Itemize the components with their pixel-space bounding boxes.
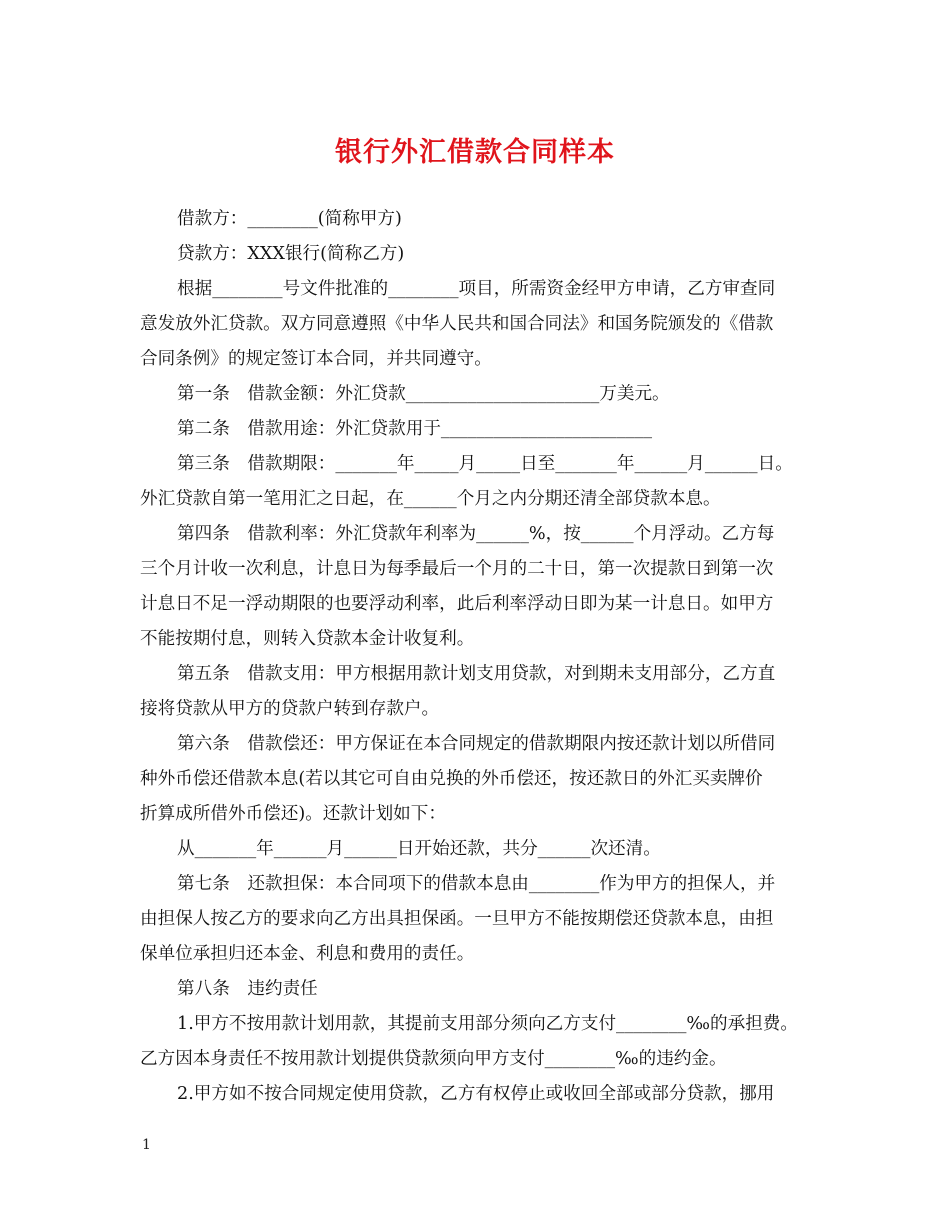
article-4-line: 三个月计收一次利息，计息日为每季最后一个月的二十日，第一次提款日到第一次: [140, 559, 774, 579]
article-6-line: 种外币偿还借款本息(若以其它可自由兑换的外币偿还，按还款日的外汇买卖牌价: [140, 769, 763, 789]
lender-line: 贷款方：XXX银行(简称乙方): [177, 244, 405, 264]
article-6-line: 第六条 借款偿还：甲方保证在本合同规定的借款期限内按还款计划以所借同: [177, 734, 776, 754]
article-4-line: 不能按期付息，则转入贷款本金计收复利。: [140, 629, 475, 649]
article-5-line: 第五条 借款支用：甲方根据用款计划支用贷款，对到期未支用部分，乙方直: [177, 664, 776, 684]
article-3-line: 第三条 借款期限：_______年_____月_____日至_______年______月______日。: [177, 454, 793, 474]
article-8-clause-1-line: 1.甲方不按用款计划用款，其提前支用部分须向乙方支付________‰的承担费。: [177, 1014, 798, 1034]
article-4-line: 第四条 借款利率：外汇贷款年利率为______%，按______个月浮动。乙方每: [177, 524, 775, 544]
page-number: 1: [142, 1137, 151, 1153]
article-4-line: 计息日不足一浮动期限的也要浮动利率，此后利率浮动日即为某一计息日。如甲方: [140, 594, 774, 614]
preamble-line: 合同条例》的规定签订本合同，并共同遵守。: [140, 349, 492, 369]
contract-body: [140, 202, 822, 1112]
article-8-clause-2-line: 2.甲方如不按合同规定使用贷款，乙方有权停止或收回全部或部分贷款，挪用: [177, 1084, 775, 1104]
article-7-line: 保单位承担归还本金、利息和费用的责任。: [140, 944, 475, 964]
article-1-line: 第一条 借款金额：外汇贷款______________________万美元。: [177, 384, 670, 404]
article-7-line: 由担保人按乙方的要求向乙方出具担保函。一旦甲方不能按期偿还贷款本息，由担: [140, 909, 774, 929]
article-6-line: 折算成所借外币偿还)。还款计划如下：: [140, 804, 446, 824]
article-7-line: 第七条 还款担保：本合同项下的借款本息由________作为甲方的担保人，并: [177, 874, 776, 894]
preamble-line: 根据________号文件批准的________项目，所需资金经甲方申请，乙方审查同: [177, 279, 776, 299]
article-5-line: 接将贷款从甲方的贷款户转到存款户。: [140, 699, 440, 719]
article-2-line: 第二条 借款用途：外汇贷款用于________________________: [177, 419, 653, 439]
article-8-clause-1-line: 乙方因本身责任不按用款计划提供贷款须向甲方支付________‰的违约金。: [140, 1049, 727, 1069]
article-3-line: 外汇贷款自第一笔用汇之日起，在______个月之内分期还清全部贷款本息。: [140, 489, 721, 509]
preamble-line: 意发放外汇贷款。双方同意遵照《中华人民共和国合同法》和国务院颁发的《借款: [140, 314, 774, 334]
document-title: 银行外汇借款合同样本: [335, 137, 615, 168]
repayment-plan-line: 从_______年______月______日开始还款，共分______次还清。: [177, 839, 661, 859]
article-8-heading: 第八条 违约责任: [177, 979, 318, 999]
borrower-line: 借款方：________(简称甲方): [177, 209, 402, 229]
